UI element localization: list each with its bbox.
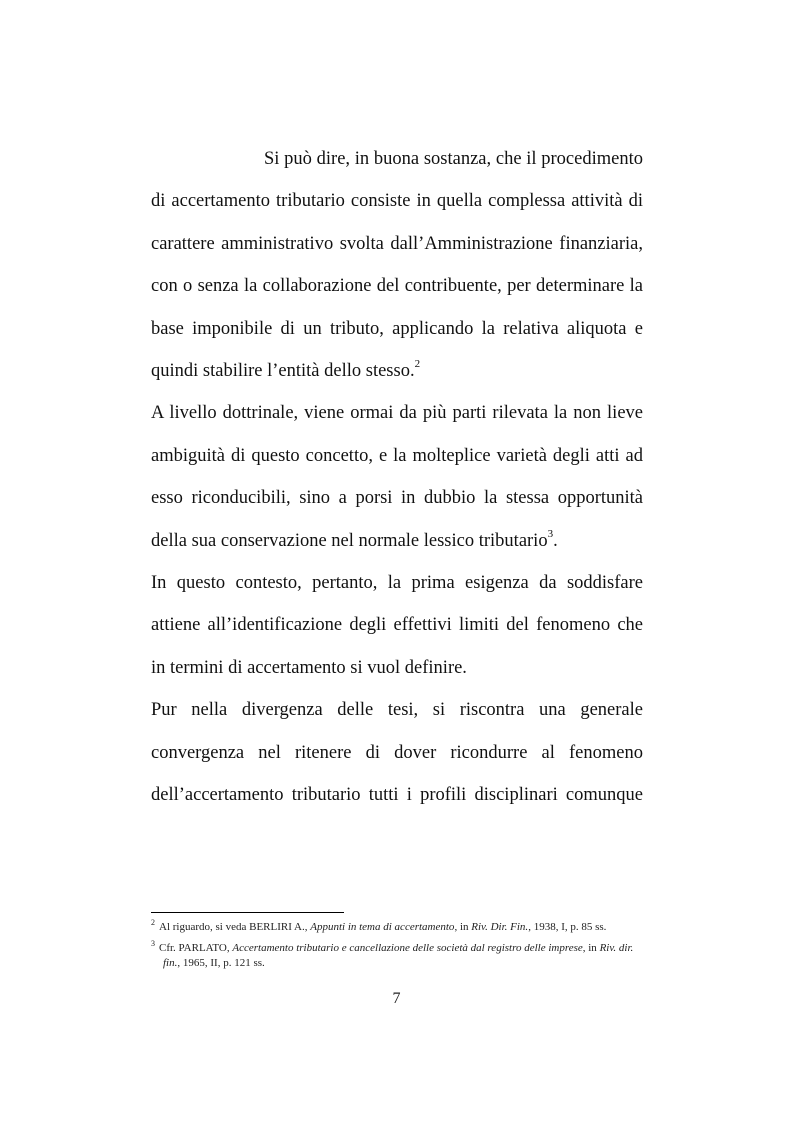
footnote-text: , in (582, 942, 597, 954)
footnotes (151, 920, 643, 977)
paragraph-1-text: Si può dire, in buona sostanza, che il procedimento di accertamento tributario consiste in quella complessa attività di carattere amministrativo svolta dall’Amministrazione finanziaria, con o senza la collaborazione del contribuente, per determinare la base imponibile di un tributo, applicando la relativa aliquota e quindi stabilire l’entità dello stesso. (151, 149, 643, 382)
footnote-ref-3[interactable]: 3 (547, 527, 554, 540)
paragraph-2-end: . (553, 530, 558, 551)
footnote-separator (151, 912, 344, 913)
footnote-2 (151, 920, 643, 935)
footnote-ref-2[interactable]: 2 (414, 357, 421, 370)
footnote-text: Cfr. PARLATO, (159, 942, 230, 954)
footnote-text: , 1965, II, p. 121 ss. (177, 957, 265, 969)
footnote-3 (151, 941, 643, 971)
page-number: 7 (392, 990, 401, 1007)
footnote-text: , 1938, I, p. 85 ss. (528, 921, 607, 933)
paragraph-3: In questo contesto, pertanto, la prima esigenza da soddisfare attiene all’identificazione degli effettivi limiti del fenomeno che in termini di accertamento si vuol definire. (151, 573, 643, 678)
paragraph-2-text: A livello dottrinale, viene ormai da più parti rilevata la non lieve ambiguità di questo concetto, e la molteplice varietà degli atti ad esso riconducibili, sino a porsi in dubbio la stessa opportunità della sua conservazione nel normale lessico tributario (151, 403, 643, 551)
paragraph-4: Pur nella divergenza delle tesi, si riscontra una generale convergenza nel ritenere di dover ricondurre al fenomeno dell’accertamento tributario tutti i profili disciplinari comunque (151, 700, 643, 806)
footnote-journal: Riv. dir. fin. (163, 942, 634, 969)
paragraph-2 (151, 392, 643, 562)
footnote-journal: Riv. Dir. Fin. (471, 921, 529, 933)
footnote-title: Accertamento tributario e cancellazione delle società dal registro delle imprese (232, 942, 583, 954)
footnote-number: 2 (151, 918, 155, 928)
footnote-number: 3 (151, 939, 155, 949)
body-text (151, 138, 643, 817)
footnote-text: Al riguardo, si veda BERLIRI A., (159, 921, 308, 933)
paragraph-1 (151, 138, 643, 392)
footnote-text: , in (454, 921, 469, 933)
footnote-title: Appunti in tema di accertamento (310, 921, 455, 933)
